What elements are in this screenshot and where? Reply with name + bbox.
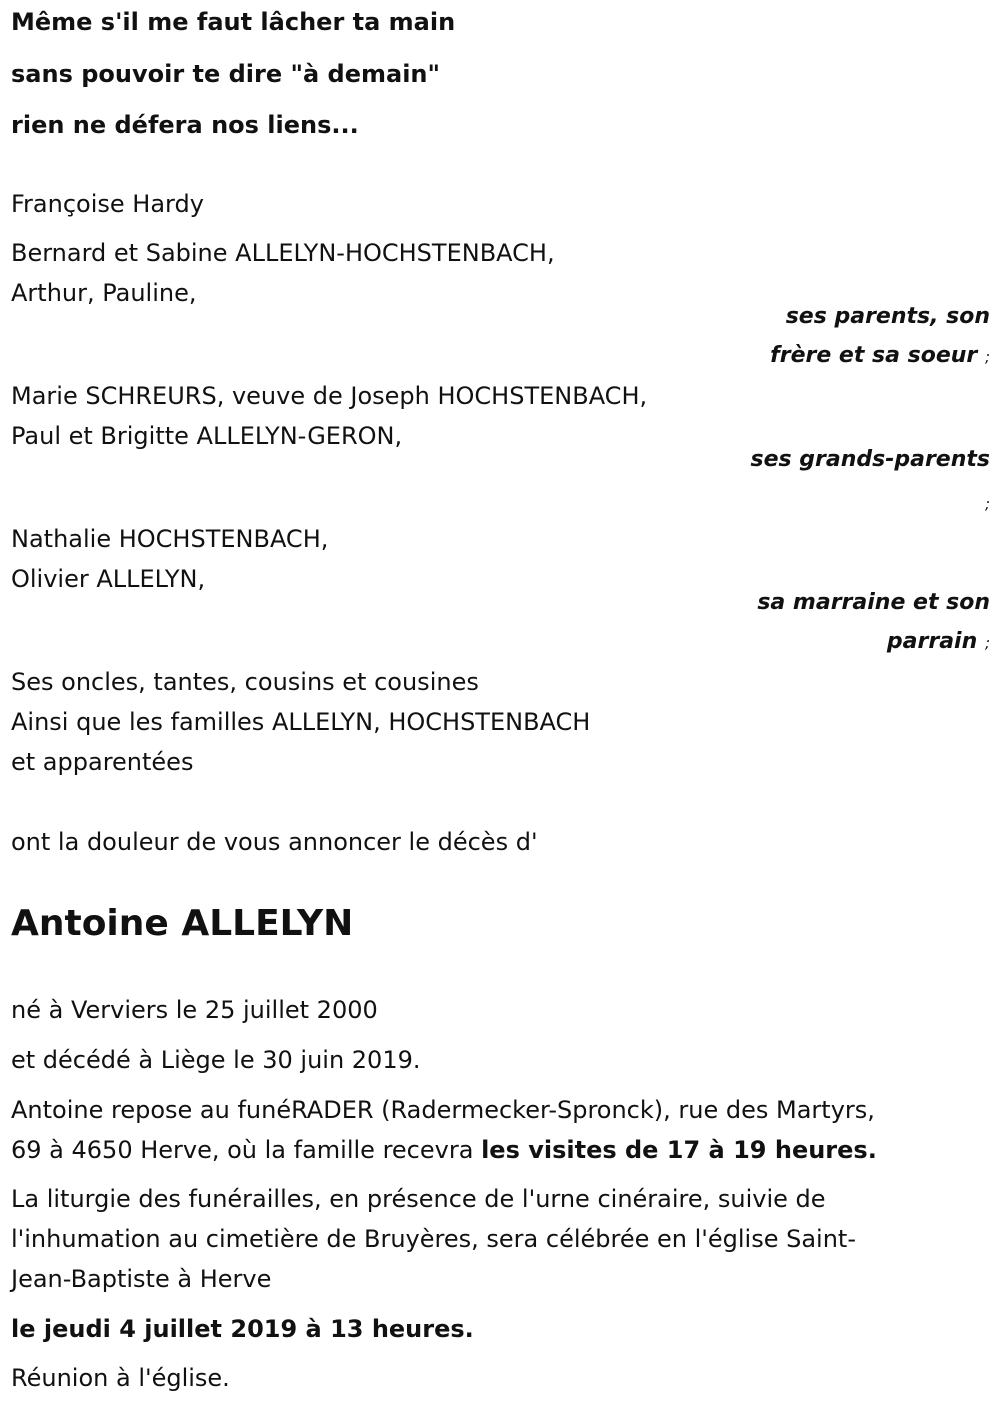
poem-line-3: rien ne défera nos liens... — [11, 111, 359, 139]
ceremony-date: le jeudi 4 juillet 2019 à 13 heures. — [11, 1315, 474, 1343]
liturgy-line-1: La liturgie des funérailles, en présence de l'urne cinéraire, suivie de — [11, 1185, 826, 1213]
parents-role-text: frère et sa soeur — [770, 343, 978, 368]
others-line-2: Ainsi que les familles ALLELYN, HOCHSTENBACH — [11, 708, 591, 736]
repose-line-1: Antoine repose au funéRADER (Radermecker-Spronck), rue des Martyrs, — [11, 1096, 875, 1124]
godparents-role-text: parrain — [886, 629, 978, 654]
poem-line-1: Même s'il me faut lâcher ta main — [11, 8, 456, 36]
grandparents-line-1: Marie SCHREURS, veuve de Joseph HOCHSTENBACH, — [11, 382, 648, 410]
separator-2: ; — [984, 495, 990, 513]
death-info: et décédé à Liège le 30 juin 2019. — [11, 1046, 421, 1074]
godparents-role-line-2 — [887, 629, 990, 655]
godparents-role-line-1: sa marraine et son — [757, 590, 990, 615]
grandparents-role: ses grands-parents — [750, 447, 990, 472]
godparents-line-1: Nathalie HOCHSTENBACH, — [11, 525, 329, 553]
birth-info: né à Verviers le 25 juillet 2000 — [11, 996, 378, 1024]
parents-line-2: Arthur, Pauline, — [11, 279, 197, 307]
separator-2-wrap — [985, 490, 990, 516]
separator-1: ; — [984, 348, 990, 366]
grandparents-line-2: Paul et Brigitte ALLELYN-GERON, — [11, 422, 403, 450]
announcement: ont la douleur de vous annoncer le décès d' — [11, 828, 538, 856]
poem-line-2: sans pouvoir te dire "à demain" — [11, 60, 441, 88]
godparents-line-2: Olivier ALLELYN, — [11, 565, 206, 593]
separator-3: ; — [984, 634, 990, 652]
meeting-info: Réunion à l'église. — [11, 1364, 230, 1392]
others-line-1: Ses oncles, tantes, cousins et cousines — [11, 668, 479, 696]
repose-line-2 — [11, 1136, 877, 1165]
liturgy-line-3: Jean-Baptiste à Herve — [11, 1265, 272, 1293]
parents-line-1: Bernard et Sabine ALLELYN-HOCHSTENBACH, — [11, 239, 555, 267]
poem-author: Françoise Hardy — [11, 190, 204, 218]
parents-role-line-1: ses parents, son — [785, 304, 990, 329]
others-line-3: et apparentées — [11, 748, 194, 776]
visits-hours: les visites de 17 à 19 heures. — [481, 1136, 877, 1164]
liturgy-line-2: l'inhumation au cimetière de Bruyères, sera célébrée en l'église Saint- — [11, 1225, 856, 1253]
parents-role-line-2 — [770, 343, 990, 369]
deceased-name: Antoine ALLELYN — [11, 903, 354, 944]
repose-text: 69 à 4650 Herve, où la famille recevra — [11, 1136, 482, 1164]
